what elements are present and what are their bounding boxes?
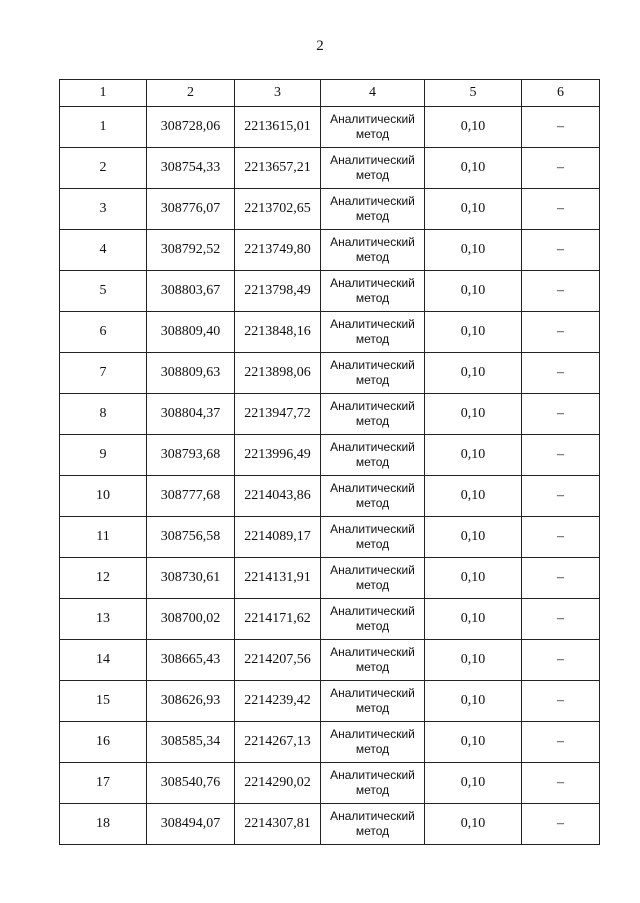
note-cell: –	[522, 353, 600, 394]
y-coordinate-cell: 2213898,06	[235, 353, 321, 394]
method-line: метод	[355, 168, 390, 182]
method-line: метод	[355, 578, 390, 592]
method-line: Аналитический	[330, 194, 415, 208]
y-coordinate-cell: 2214290,02	[235, 763, 321, 804]
note-cell: –	[522, 148, 600, 189]
method-line: метод	[355, 537, 390, 551]
x-coordinate-cell: 308792,52	[147, 230, 235, 271]
point-number-cell: 9	[60, 435, 147, 476]
method-line: Аналитический	[330, 481, 415, 495]
column-header-4: 4	[321, 80, 425, 107]
x-coordinate-cell: 308626,93	[147, 681, 235, 722]
y-coordinate-cell: 2214171,62	[235, 599, 321, 640]
y-coordinate-cell: 2213848,16	[235, 312, 321, 353]
method-cell	[321, 107, 425, 148]
table-row	[60, 599, 600, 640]
x-coordinate-cell: 308803,67	[147, 271, 235, 312]
table-row	[60, 353, 600, 394]
column-header-3: 3	[235, 80, 321, 107]
method-cell	[321, 435, 425, 476]
method-line: метод	[355, 742, 390, 756]
note-cell: –	[522, 640, 600, 681]
table-body	[60, 107, 600, 845]
x-coordinate-cell: 308700,02	[147, 599, 235, 640]
method-line: метод	[355, 373, 390, 387]
point-number-cell: 10	[60, 476, 147, 517]
point-number-cell: 17	[60, 763, 147, 804]
y-coordinate-cell: 2214089,17	[235, 517, 321, 558]
accuracy-cell: 0,10	[425, 681, 522, 722]
point-number-cell: 4	[60, 230, 147, 271]
table-row	[60, 230, 600, 271]
method-cell	[321, 394, 425, 435]
table-row	[60, 722, 600, 763]
point-number-cell: 11	[60, 517, 147, 558]
note-cell: –	[522, 230, 600, 271]
method-line: метод	[355, 291, 390, 305]
method-line: Аналитический	[330, 399, 415, 413]
method-line: метод	[355, 783, 390, 797]
x-coordinate-cell: 308793,68	[147, 435, 235, 476]
method-line: Аналитический	[330, 358, 415, 372]
note-cell: –	[522, 107, 600, 148]
column-header-2: 2	[147, 80, 235, 107]
table-row	[60, 271, 600, 312]
method-line: Аналитический	[330, 768, 415, 782]
table-row	[60, 681, 600, 722]
table-header-row	[60, 80, 600, 107]
method-cell	[321, 681, 425, 722]
method-cell	[321, 271, 425, 312]
method-line: метод	[355, 496, 390, 510]
x-coordinate-cell: 308754,33	[147, 148, 235, 189]
point-number-cell: 12	[60, 558, 147, 599]
table-row	[60, 640, 600, 681]
accuracy-cell: 0,10	[425, 558, 522, 599]
note-cell: –	[522, 189, 600, 230]
table-row	[60, 312, 600, 353]
method-line: Аналитический	[330, 317, 415, 331]
method-cell	[321, 230, 425, 271]
method-line: метод	[355, 455, 390, 469]
method-line: Аналитический	[330, 727, 415, 741]
y-coordinate-cell: 2213702,65	[235, 189, 321, 230]
method-cell	[321, 353, 425, 394]
method-cell	[321, 517, 425, 558]
y-coordinate-cell: 2214307,81	[235, 804, 321, 845]
method-cell	[321, 640, 425, 681]
x-coordinate-cell: 308809,63	[147, 353, 235, 394]
method-cell	[321, 476, 425, 517]
method-line: Аналитический	[330, 112, 415, 126]
column-header-6: 6	[522, 80, 600, 107]
method-line: метод	[355, 824, 390, 838]
y-coordinate-cell: 2213996,49	[235, 435, 321, 476]
method-line: метод	[355, 660, 390, 674]
table-row	[60, 476, 600, 517]
point-number-cell: 14	[60, 640, 147, 681]
method-line: Аналитический	[330, 563, 415, 577]
x-coordinate-cell: 308540,76	[147, 763, 235, 804]
note-cell: –	[522, 599, 600, 640]
note-cell: –	[522, 681, 600, 722]
note-cell: –	[522, 435, 600, 476]
x-coordinate-cell: 308585,34	[147, 722, 235, 763]
table-row	[60, 763, 600, 804]
method-line: Аналитический	[330, 522, 415, 536]
method-cell	[321, 722, 425, 763]
table-row	[60, 148, 600, 189]
method-line: Аналитический	[330, 645, 415, 659]
y-coordinate-cell: 2214239,42	[235, 681, 321, 722]
table-row	[60, 517, 600, 558]
accuracy-cell: 0,10	[425, 517, 522, 558]
x-coordinate-cell: 308804,37	[147, 394, 235, 435]
accuracy-cell: 0,10	[425, 804, 522, 845]
method-line: Аналитический	[330, 276, 415, 290]
point-number-cell: 15	[60, 681, 147, 722]
point-number-cell: 6	[60, 312, 147, 353]
accuracy-cell: 0,10	[425, 394, 522, 435]
method-line: метод	[355, 209, 390, 223]
table-row	[60, 435, 600, 476]
y-coordinate-cell: 2213657,21	[235, 148, 321, 189]
note-cell: –	[522, 722, 600, 763]
note-cell: –	[522, 558, 600, 599]
column-header-5: 5	[425, 80, 522, 107]
point-number-cell: 2	[60, 148, 147, 189]
point-number-cell: 1	[60, 107, 147, 148]
x-coordinate-cell: 308730,61	[147, 558, 235, 599]
point-number-cell: 3	[60, 189, 147, 230]
coordinates-table	[59, 79, 600, 845]
method-line: метод	[355, 332, 390, 346]
method-line: Аналитический	[330, 440, 415, 454]
accuracy-cell: 0,10	[425, 722, 522, 763]
point-number-cell: 7	[60, 353, 147, 394]
accuracy-cell: 0,10	[425, 230, 522, 271]
method-line: Аналитический	[330, 604, 415, 618]
note-cell: –	[522, 804, 600, 845]
page-number: 2	[316, 38, 324, 54]
accuracy-cell: 0,10	[425, 599, 522, 640]
note-cell: –	[522, 763, 600, 804]
note-cell: –	[522, 271, 600, 312]
x-coordinate-cell: 308777,68	[147, 476, 235, 517]
method-cell	[321, 599, 425, 640]
y-coordinate-cell: 2214043,86	[235, 476, 321, 517]
note-cell: –	[522, 312, 600, 353]
method-line: метод	[355, 250, 390, 264]
x-coordinate-cell: 308665,43	[147, 640, 235, 681]
method-line: метод	[355, 127, 390, 141]
x-coordinate-cell: 308776,07	[147, 189, 235, 230]
y-coordinate-cell: 2214131,91	[235, 558, 321, 599]
accuracy-cell: 0,10	[425, 107, 522, 148]
accuracy-cell: 0,10	[425, 353, 522, 394]
method-line: Аналитический	[330, 686, 415, 700]
y-coordinate-cell: 2214267,13	[235, 722, 321, 763]
point-number-cell: 5	[60, 271, 147, 312]
point-number-cell: 8	[60, 394, 147, 435]
y-coordinate-cell: 2214207,56	[235, 640, 321, 681]
table-row	[60, 107, 600, 148]
method-cell	[321, 804, 425, 845]
accuracy-cell: 0,10	[425, 271, 522, 312]
x-coordinate-cell: 308809,40	[147, 312, 235, 353]
method-line: Аналитический	[330, 809, 415, 823]
point-number-cell: 16	[60, 722, 147, 763]
method-cell	[321, 558, 425, 599]
table-row	[60, 394, 600, 435]
note-cell: –	[522, 517, 600, 558]
x-coordinate-cell: 308756,58	[147, 517, 235, 558]
x-coordinate-cell: 308494,07	[147, 804, 235, 845]
method-cell	[321, 763, 425, 804]
method-cell	[321, 312, 425, 353]
y-coordinate-cell: 2213749,80	[235, 230, 321, 271]
method-line: Аналитический	[330, 235, 415, 249]
table-row	[60, 189, 600, 230]
table-row	[60, 558, 600, 599]
y-coordinate-cell: 2213798,49	[235, 271, 321, 312]
method-line: Аналитический	[330, 153, 415, 167]
column-header-1: 1	[60, 80, 147, 107]
accuracy-cell: 0,10	[425, 189, 522, 230]
accuracy-cell: 0,10	[425, 148, 522, 189]
accuracy-cell: 0,10	[425, 640, 522, 681]
method-line: метод	[355, 701, 390, 715]
point-number-cell: 13	[60, 599, 147, 640]
x-coordinate-cell: 308728,06	[147, 107, 235, 148]
accuracy-cell: 0,10	[425, 435, 522, 476]
method-line: метод	[355, 414, 390, 428]
y-coordinate-cell: 2213615,01	[235, 107, 321, 148]
note-cell: –	[522, 476, 600, 517]
note-cell: –	[522, 394, 600, 435]
table-row	[60, 804, 600, 845]
method-line: метод	[355, 619, 390, 633]
method-cell	[321, 189, 425, 230]
point-number-cell: 18	[60, 804, 147, 845]
y-coordinate-cell: 2213947,72	[235, 394, 321, 435]
accuracy-cell: 0,10	[425, 476, 522, 517]
accuracy-cell: 0,10	[425, 312, 522, 353]
accuracy-cell: 0,10	[425, 763, 522, 804]
method-cell	[321, 148, 425, 189]
